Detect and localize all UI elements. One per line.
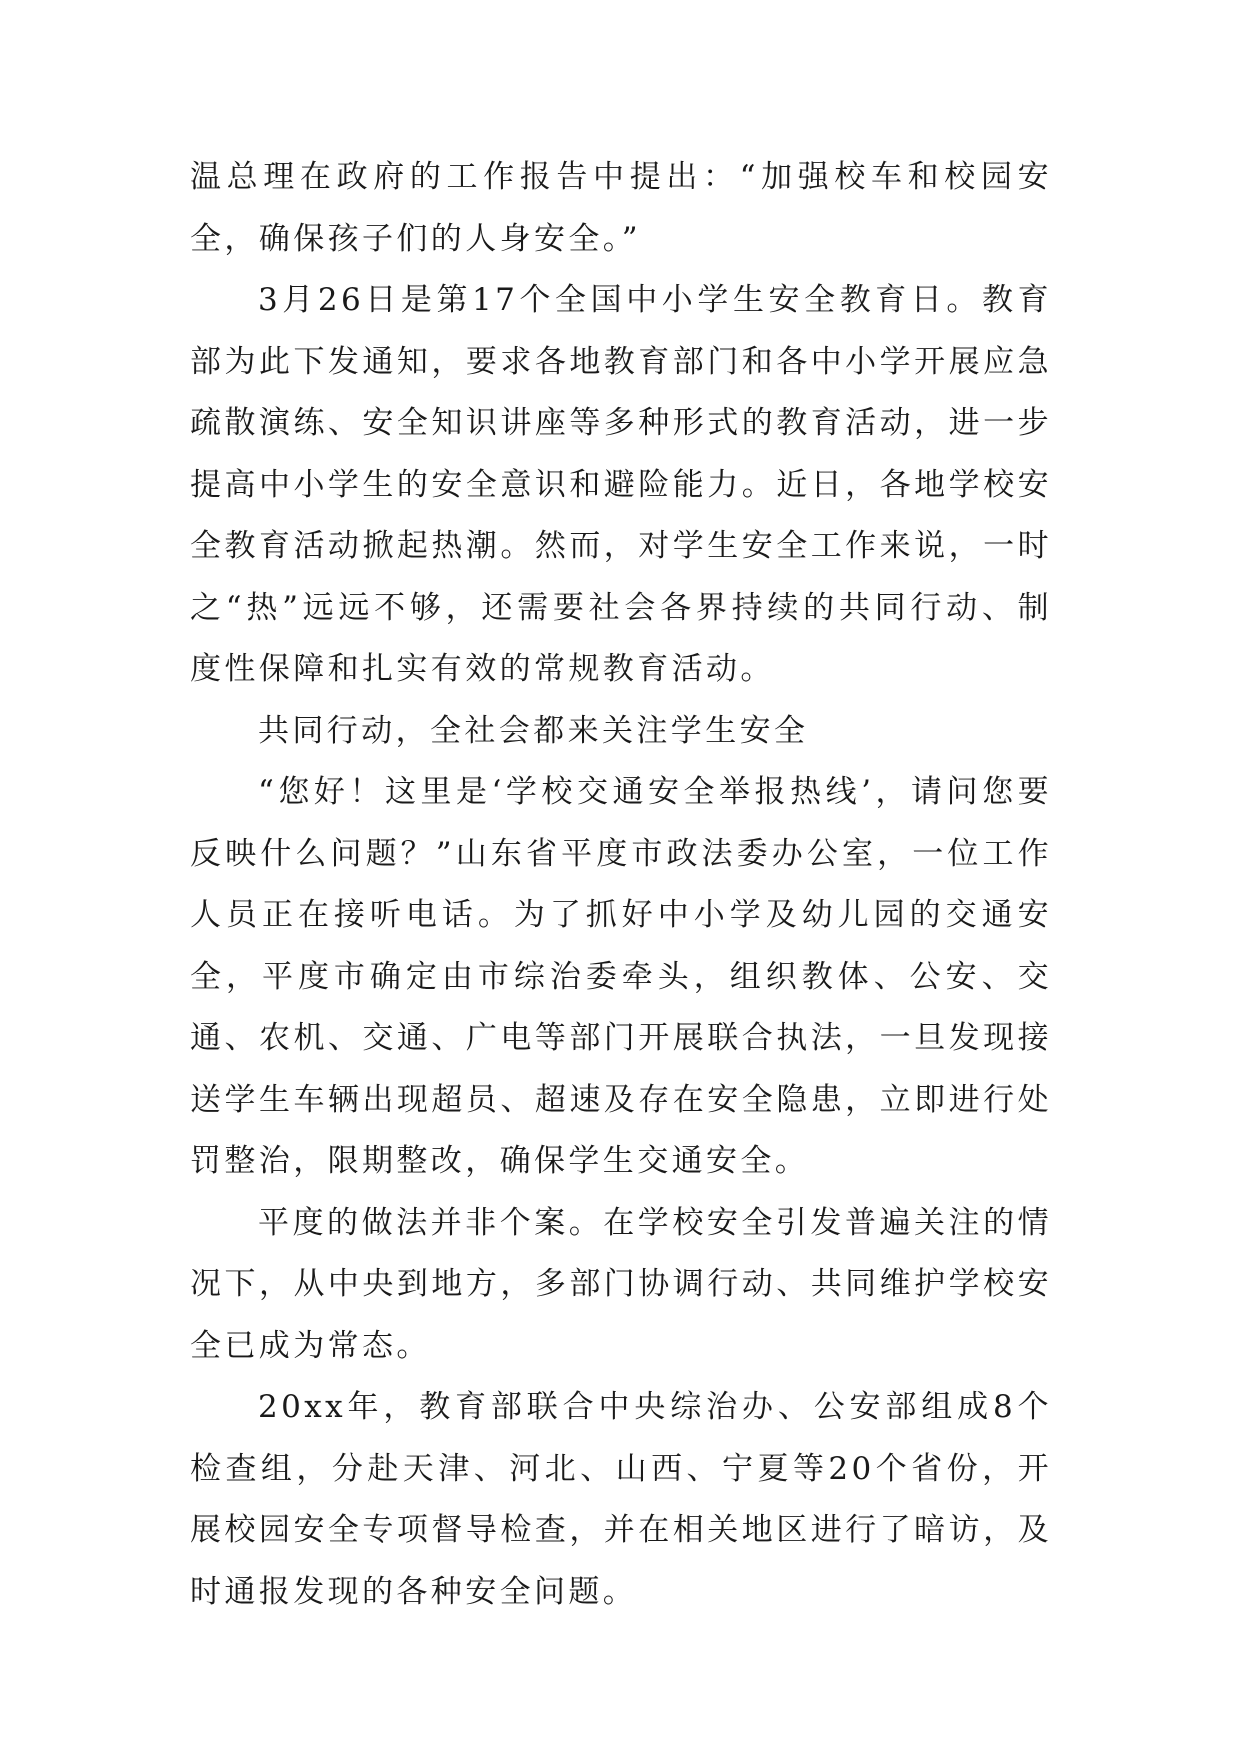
paragraph-4: 平度的做法并非个案。在学校安全引发普遍关注的情况下，从中央到地方，多部门协调行动、共同维护学校安全已成为常态。: [190, 1204, 1052, 1364]
paragraph-1: 温总理在政府的工作报告中提出：“加强校车和校园安全，确保孩子们的人身安全。”: [190, 159, 1052, 257]
document-body: [190, 147, 1052, 1623]
paragraph-5: 20xx年，教育部联合中央综治办、公安部组成8个检查组，分赴天津、河北、山西、宁夏等20个省份，开展校园安全专项督导检查，并在相关地区进行了暗访，及时通报发现的各种安全问题。: [190, 1389, 1052, 1610]
paragraph-3: “您好！这里是‘学校交通安全举报热线’，请问您要反映什么问题？”山东省平度市政法委办公室，一位工作人员正在接听电话。为了抓好中小学及幼儿园的交通安全，平度市确定由市综治委牵头，组织教体、公安、交通、农机、交通、广电等部门开展联合执法，一旦发现接送学生车辆出现超员、超速及存在安全隐患，立即进行处罚整治，限期整改，确保学生交通安全。: [190, 774, 1052, 1179]
paragraph-2: 3月26日是第17个全国中小学生安全教育日。教育部为此下发通知，要求各地教育部门和各中小学开展应急疏散演练、安全知识讲座等多种形式的教育活动，进一步提高中小学生的安全意识和避险能力。近日，各地学校安全教育活动掀起热潮。然而，对学生安全工作来说，一时之“热”远远不够，还需要社会各界持续的共同行动、制度性保障和扎实有效的常规教育活动。: [190, 282, 1052, 687]
section-heading: 共同行动，全社会都来关注学生安全: [258, 712, 809, 749]
